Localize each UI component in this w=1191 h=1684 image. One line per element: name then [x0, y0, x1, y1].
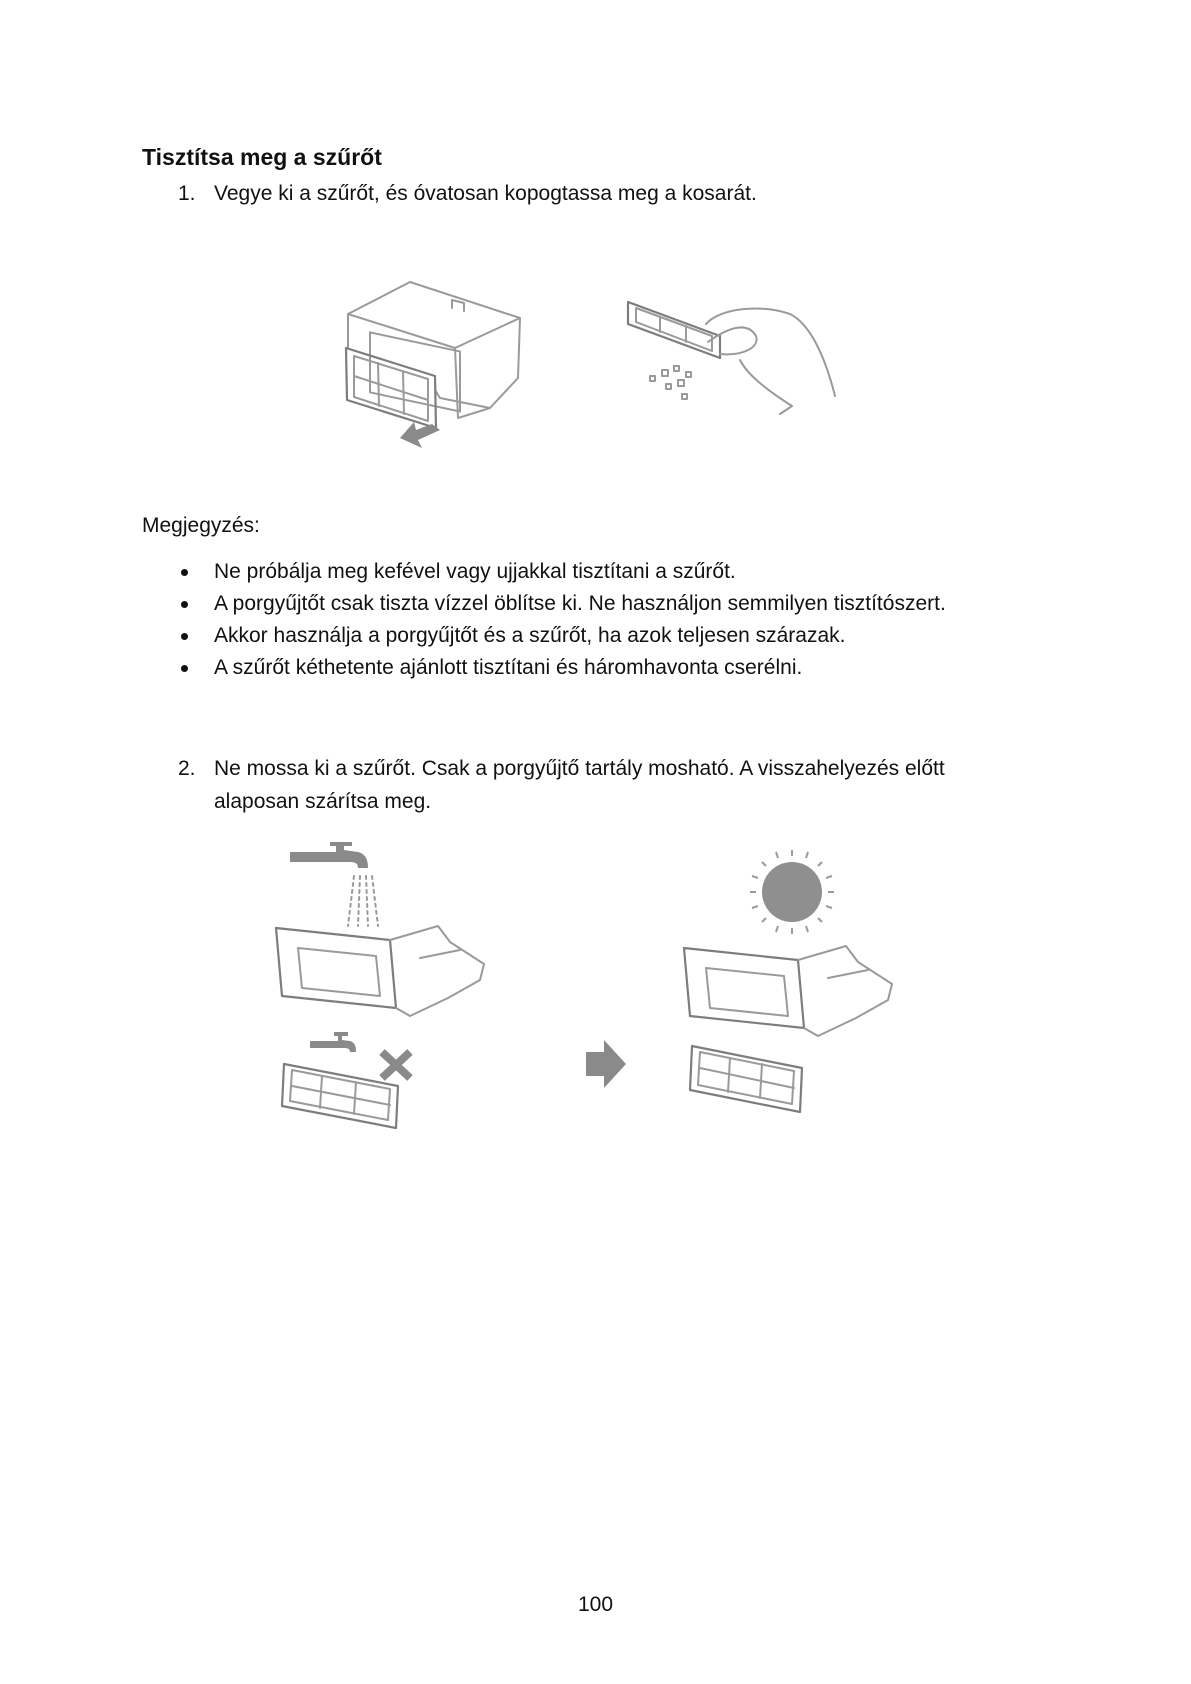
water-stream-icon	[348, 876, 378, 926]
step-1-text: Vegye ki a szűrőt, és óvatosan kopogtassa meg a kosarát.	[214, 182, 757, 205]
sun-icon	[750, 850, 834, 934]
pull-arrow-icon	[400, 422, 440, 448]
list-item: A porgyűjtőt csak tiszta vízzel öblítse ki. Ne használjon semmilyen tisztítószert.	[178, 588, 946, 620]
step-2-number: 2.	[178, 757, 196, 780]
step-2	[178, 752, 1038, 818]
step-2-text-line-2: alaposan szárítsa meg.	[214, 790, 432, 813]
bullet-icon	[181, 601, 188, 608]
hand-drawing	[706, 309, 835, 414]
filter-held-drawing	[628, 302, 720, 358]
small-faucet-icon	[310, 1032, 356, 1052]
illustration-dry-sun	[680, 850, 910, 1140]
next-arrow-icon	[586, 1040, 626, 1090]
page-number: 100	[577, 1593, 614, 1616]
step-1	[178, 177, 1038, 210]
bullet-icon	[181, 569, 188, 576]
section-title: Tisztítsa meg a szűrőt	[142, 144, 382, 170]
dust-particles-icon	[650, 366, 691, 399]
filter-drawing	[346, 348, 436, 428]
dustbin-open-drawing	[276, 926, 484, 1016]
filter-drawing	[282, 1064, 398, 1128]
illustration-tap-filter	[620, 296, 850, 431]
list-item: A szűrőt kéthetente ajánlott tisztítani és háromhavonta cserélni.	[178, 652, 946, 684]
note-list	[178, 556, 946, 684]
bullet-icon	[181, 633, 188, 640]
filter-drawing	[690, 1046, 802, 1112]
step-2-text-line-1: Ne mossa ki a szűrőt. Csak a porgyűjtő tartály mosható. A visszahelyezés előtt	[214, 757, 945, 780]
illustration-wash-bin	[270, 838, 500, 1138]
note-label: Megjegyzés:	[142, 514, 260, 537]
step-1-number: 1.	[178, 182, 196, 205]
dustbin-drawing	[348, 282, 520, 418]
illustration-remove-filter	[340, 278, 550, 473]
faucet-icon	[290, 842, 368, 868]
list-item: Akkor használja a porgyűjtőt és a szűrőt, ha azok teljesen szárazak.	[178, 620, 946, 652]
dustbin-open-drawing	[684, 946, 892, 1036]
prohibited-x-icon	[382, 1052, 410, 1078]
list-item: Ne próbálja meg kefével vagy ujjakkal tisztítani a szűrőt.	[178, 556, 946, 588]
bullet-icon	[181, 665, 188, 672]
